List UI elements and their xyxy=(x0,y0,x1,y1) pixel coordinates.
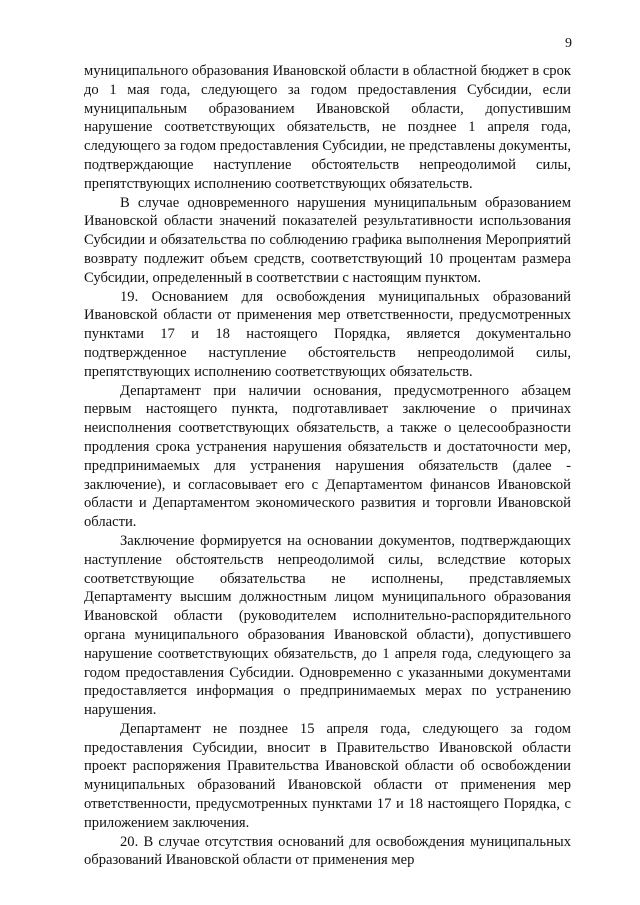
page-number: 9 xyxy=(565,36,572,51)
document-body xyxy=(84,62,571,870)
paragraph-continuation: муниципального образования Ивановской области в областной бюджет в срок до 1 мая года, следующего за годом предоставления Субсидии, если муниципальным образованием Ивановской области, допустившим нарушение соответствующих обязательств, не позднее 1 апреля года, следующего за годом предоставления Субсидии, не представлены документы, подтверждающие наступление обстоятельств непреодолимой силы, препятствующих исполнению соответствующих обязательств. xyxy=(84,63,571,192)
paragraph-department-deadline: Департамент не позднее 15 апреля года, следующего за годом предоставления Субсидии, вносит в Правительство Ивановской области проект распоряжения Правительства Ивановской области об освобождении муниципальных образований Ивановской области от применения мер ответственности, предусмотренных пунктами 17 и 18 настоящего Порядка, с приложением заключения. xyxy=(84,720,571,831)
paragraph-item-19: 19. Основанием для освобождения муниципальных образований Ивановской области от применения мер ответственности, предусмотренных пунктами 17 и 18 настоящего Порядка, является документально подтвержденное наступление обстоятельств непреодолимой силы, препятствующих исполнению соответствующих обязательств. xyxy=(84,288,571,380)
paragraph-department-conclusion: Департамент при наличии основания, предусмотренного абзацем первым настоящего пункта, подготавливает заключение о причинах неисполнения соответствующих обязательств, а также о целесообразности продления срока устранения нарушения обязательств и достаточности мер, предпринимаемых для устранения нарушения обязательств (далее - заключение), и согласовывает его с Департаментом финансов Ивановской области и Департаментом экономического развития и торговли Ивановской области. xyxy=(84,382,571,531)
paragraph-conclusion-basis: Заключение формируется на основании документов, подтверждающих наступление обстоятельств непреодолимой силы, вследствие которых соответствующие обязательства не исполнены, представляемых Департаменту высшим должностным лицом муниципального образования Ивановской области (руководителем исполнительно-распорядительного органа муниципального образования Ивановской области), допустившего нарушение соответствующих обязательств, до 1 апреля года, следующего за годом предоставления Субсидии. Одновременно с указанными документами предоставляется информация о предпринимаемых мерах по устранению нарушения. xyxy=(84,532,571,719)
paragraph-simultaneous-violation: В случае одновременного нарушения муниципальным образованием Ивановской области значений показателей результативности использования Субсидии и обязательства по соблюдению графика выполнения Мероприятий возврату подлежит объем средств, соответствующий 10 процентам размера Субсидии, определенный в соответствии с настоящим пунктом. xyxy=(84,194,571,286)
paragraph-item-20: 20. В случае отсутствия оснований для освобождения муниципальных образований Ивановской области от применения мер xyxy=(84,833,571,869)
